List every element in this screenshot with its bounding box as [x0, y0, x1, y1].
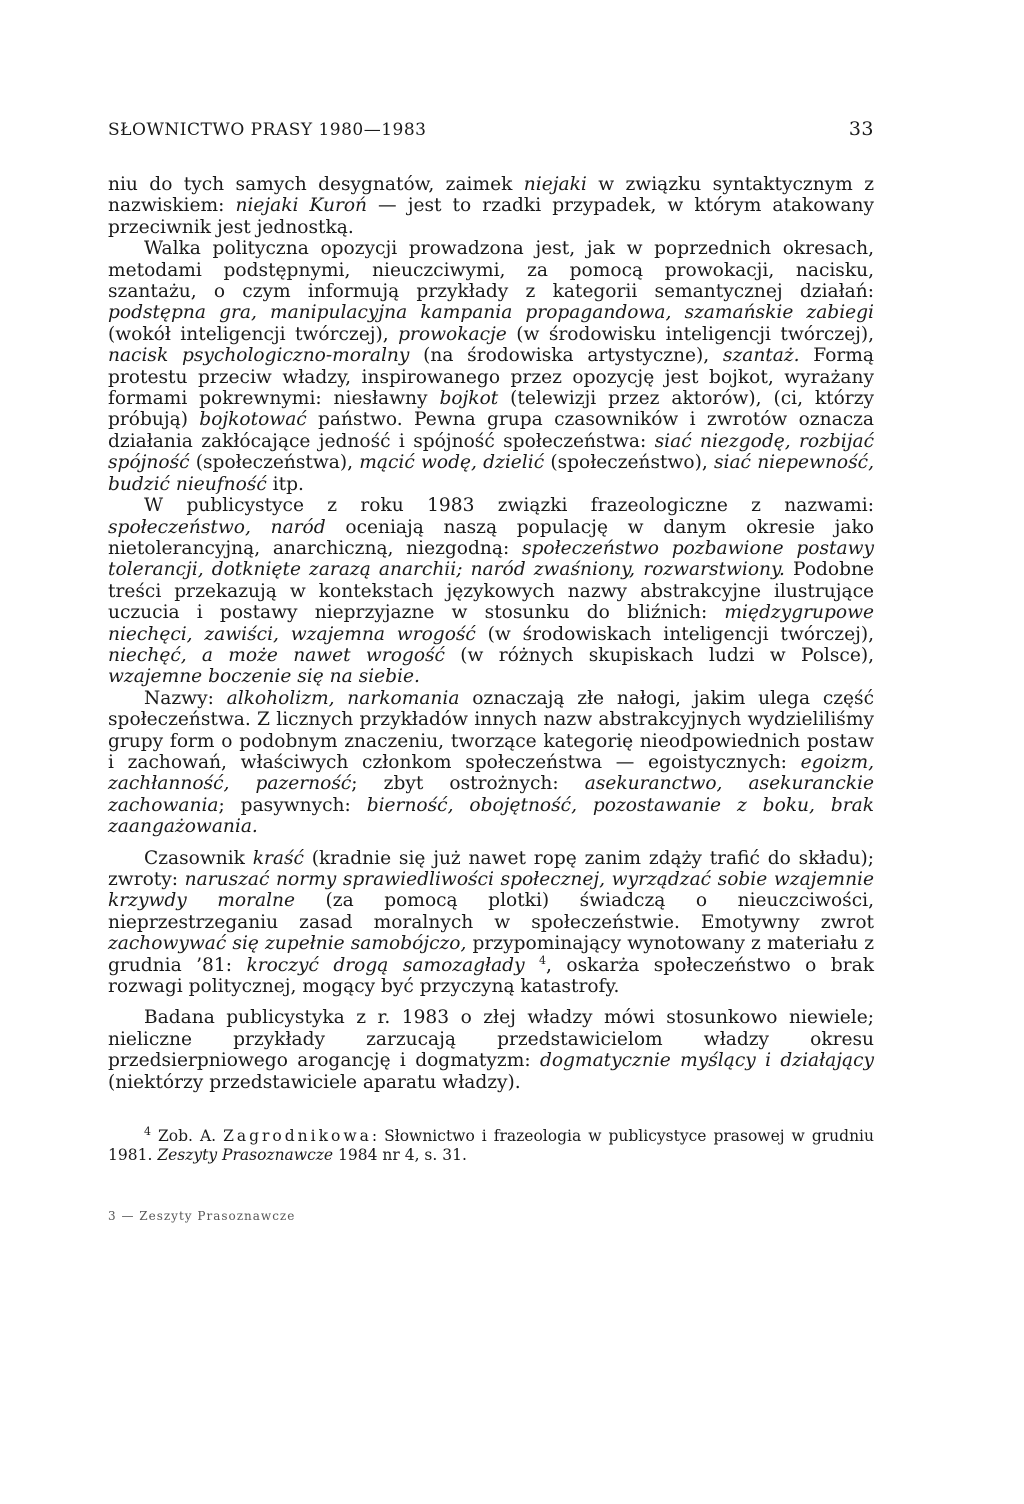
italic-run: bierność, obojętność, pozostawanie z boku, brak zaangażowania.: [108, 794, 875, 838]
italic-run: Zeszyty Prasoznawcze: [157, 1146, 334, 1165]
text-run: (w różnych skupiskach ludzi w Polsce),: [444, 644, 874, 666]
text-run: (za pomocą plotki) świadczą o nieuczciwości, nieprzestrzeganiu zasad moralnych w społeczeństwie. Emotywny zwrot: [108, 890, 874, 933]
text-run: — jest to rzadki przypadek, w którym atakowany przeciwnik jest jednostką.: [108, 195, 874, 238]
italic-run: zachowywać się zupełnie samobójczo,: [108, 933, 467, 955]
italic-run: naruszać normy sprawiedliwości społecznej, wyrządzać sobie wzajemnie krzywdy moralne: [108, 869, 874, 912]
italic-run: wzajemne boczenie się na siebie.: [108, 666, 420, 688]
paragraph-2: [108, 238, 874, 495]
page-number: 33: [848, 118, 874, 140]
text-run: Nazwy:: [144, 687, 227, 709]
italic-run: społeczeństwo pozbawione postawy tolerancji, dotknięte zarazą anarchii; naród zwaśniony, rozwarstwiony.: [108, 537, 874, 581]
italic-run: bojkotować: [199, 409, 307, 431]
running-title: SŁOWNICTWO PRASY 1980—1983: [108, 120, 427, 140]
italic-run: bojkot: [439, 388, 499, 410]
italic-run: nacisk psychologiczno-moralny: [108, 345, 410, 367]
text-run: (w środowiskach inteligencji twórczej),: [475, 623, 875, 645]
footnote-4: [108, 1124, 874, 1165]
text-run: W publicystyce z roku 1983 związki frazeologiczne z nazwami:: [144, 495, 874, 517]
text-run: Podobne treści przekazują w kontekstach językowych nazwy abstrakcyjne ilustrujące uczucia i postawy nieprzyjazne w stosunku do bliźnich:: [108, 559, 874, 624]
text-run: ; zbyt ostrożnych:: [351, 773, 585, 795]
text-run: niu do tych samych desygnatów, zaimek: [108, 174, 524, 195]
paragraph-1: [108, 174, 874, 238]
italic-run: alkoholizm, narkomania: [226, 687, 460, 709]
text-run: przypominający wynotowany z materiału z grudnia ’81:: [108, 933, 874, 976]
paragraph-4: [108, 688, 874, 838]
text-run: (społeczeństwo),: [544, 452, 714, 474]
italic-run: siać niezgodę, rozbijać spójność: [108, 430, 874, 474]
text-run: [525, 955, 539, 976]
signature-mark: 3 — Zeszyty Prasoznawcze: [108, 1209, 296, 1224]
italic-run: niejaki Kuroń: [235, 195, 367, 217]
italic-run: siać niepewność, budzić nieufność: [108, 452, 874, 495]
text-run: , oskarża społeczeństwo o brak rozwagi politycznej, mogący być przyczyną katastrofy.: [108, 954, 874, 998]
running-head: [108, 118, 874, 140]
text-run: 1984 nr 4, s. 31.: [333, 1146, 467, 1165]
paragraph-5: [108, 848, 874, 998]
text-run: : Słownictwo i frazeologia w publicystyce prasowej w grudniu 1981.: [108, 1127, 874, 1165]
text-run: (na środowiska artystyczne),: [409, 345, 723, 367]
text-run: ; pasywnych:: [218, 794, 367, 816]
italic-run: podstępna gra, manipulacyjna kampania propagandowa, szamańskie zabiegi: [108, 302, 874, 324]
text-run: Zob. A.: [151, 1127, 224, 1146]
body-text: [108, 174, 874, 1093]
paragraph-6: [108, 1007, 874, 1093]
italic-run: prowokacje: [398, 323, 507, 345]
text-run: w związku syntaktycznym z nazwiskiem:: [108, 174, 875, 217]
text-run: oceniają naszą populację w danym okresie jako nietolerancyjną, anarchiczną, niezgodną:: [108, 516, 874, 559]
text-run: (w środowisku inteligencji twórczej),: [506, 323, 875, 345]
text-run: Badana publicystyka z r. 1983 o złej władzy mówi stosunkowo niewiele; nieliczne przykłady zarzucają przedstawicielom władzy okresu przedsierpniowego arogancję i dogmatyzm:: [108, 1007, 874, 1072]
italic-run: niejaki: [523, 174, 587, 195]
text-run: itp.: [266, 473, 304, 495]
footnotes: [108, 1124, 874, 1165]
italic-run: dogmatycznie myślący i działający: [539, 1050, 874, 1072]
text-run: Formą protestu przeciw władzy, inspirowanego przez opozycję jest bojkot, wyrażany formami pokrewnymi: niesławny: [108, 345, 874, 410]
italic-run: społeczeństwo, naród: [108, 516, 326, 538]
text-run: Walka polityczna opozycji prowadzona jest, jak w poprzednich okresach, metodami podstępnymi, nieuczciwymi, za pomocą prowokacji, nacisku, szantażu, o czym informują przykłady z kategorii semantycznej działań:: [108, 238, 874, 303]
text-run: oznaczają złe nałogi, jakim ulega część społeczeństwa. Z licznych przykładów innych nazw abstrakcyjnych wydzieliliśmy grupy form o podobnym znaczeniu, tworzące kategorię nieodpowiednich postaw i zachowań, właściwych członkom społeczeństwa — egoistycznych:: [108, 687, 875, 773]
italic-run: asekuranctwo, asekuranckie zachowania: [108, 773, 875, 816]
text-run: Czasownik: [144, 847, 253, 869]
italic-run: niechęć, a może nawet wrogość: [108, 644, 445, 666]
paragraph-3: [108, 495, 874, 688]
text-run: (niektórzy przedstawiciele aparatu władzy).: [108, 1071, 521, 1093]
footnote-ref: 4: [539, 953, 547, 967]
italic-run: mącić wodę, dzielić: [359, 452, 545, 474]
text-run: (telewizji przez aktorów), (ci, którzy próbują): [108, 388, 874, 431]
italic-run: kraść: [252, 847, 304, 869]
text-run: (kradnie się już nawet ropę zanim zdąży trafić do składu); zwroty:: [108, 847, 874, 890]
document-page: [108, 118, 874, 1223]
text-run: (społeczeństwa),: [189, 452, 360, 474]
text-run: (wokół inteligencji twórczej),: [108, 323, 399, 345]
spaced-run: Zagrodnikowa: [223, 1127, 372, 1146]
text-run: państwo. Pewna grupa czasowników i zwrotów oznacza działania zakłócające jedność i spójność społeczeństwa:: [108, 409, 874, 452]
footnote-ref: 4: [144, 1124, 151, 1138]
italic-run: kroczyć drogą samozagłady: [246, 954, 525, 976]
italic-run: szantaż.: [722, 345, 800, 367]
italic-run: międzygrupowe niechęci, zawiści, wzajemna wrogość: [108, 602, 874, 645]
italic-run: egoizm, zachłanność, pazerność: [108, 751, 874, 795]
